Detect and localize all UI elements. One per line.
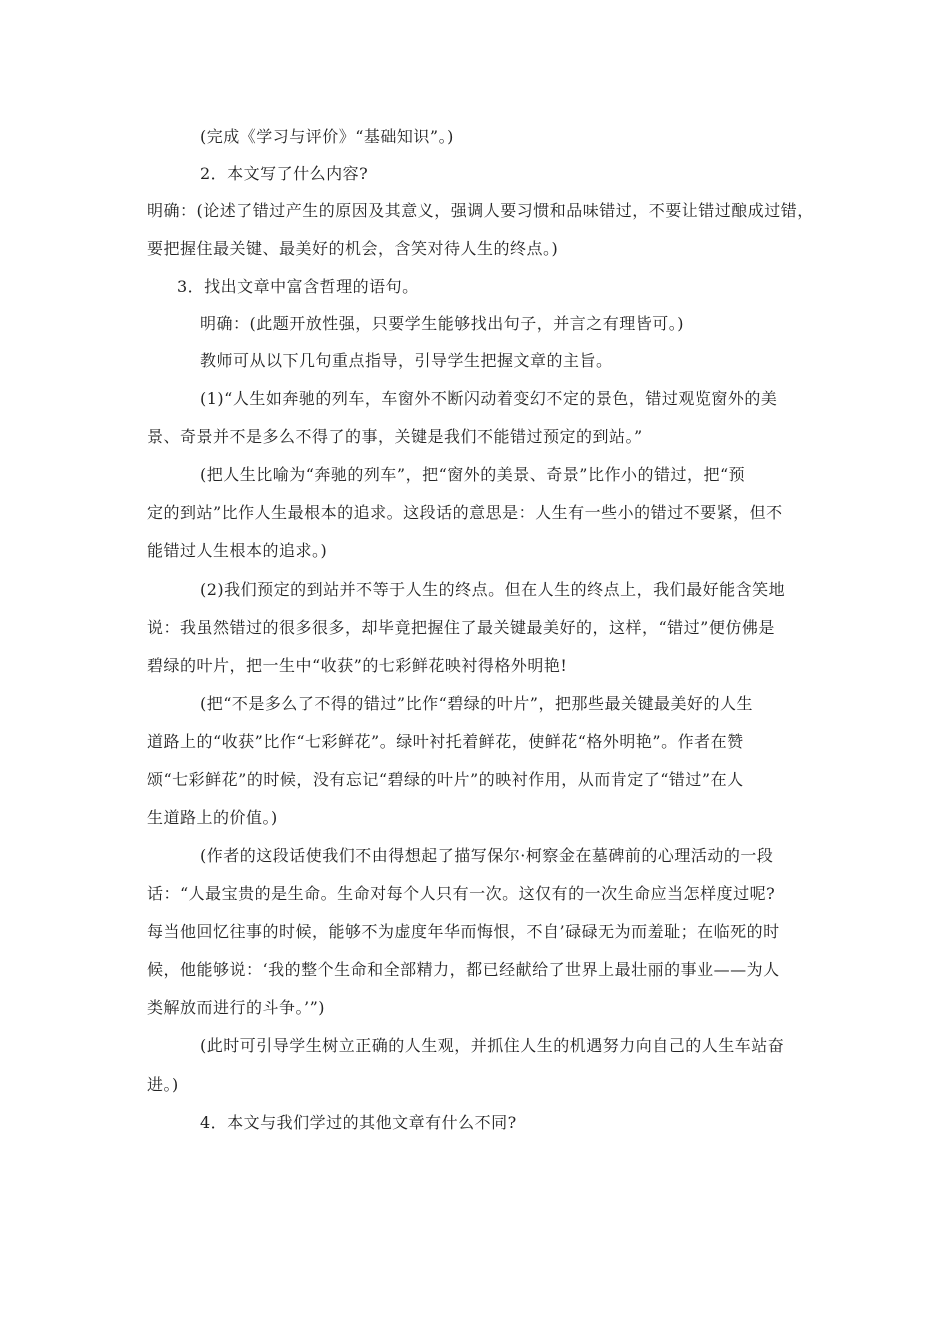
question-2: 2．本文写了什么内容? [200, 164, 369, 183]
paragraph-line: 明确：(此题开放性强，只要学生能够找出句子，并言之有理皆可。) [200, 314, 684, 333]
paragraph-line: 进。) [147, 1075, 179, 1094]
paragraph-line: (把“不是多么了不得的错过”比作“碧绿的叶片”，把那些最关键最美好的人生 [200, 694, 753, 713]
quote-line: 景、奇景并不是多么不得了的事，关键是我们不能错过预定的到站。” [147, 427, 643, 446]
paragraph-line: 话：“人最宝贵的是生命。生命对每个人只有一次。这仅有的一次生命应当怎样度过呢? [147, 884, 776, 903]
paragraph-line: 候，他能够说：‘我的整个生命和全部精力，都已经献给了世界上最壮丽的事业——为人 [147, 960, 780, 979]
paragraph-line: (把人生比喻为“奔驰的列车”，把“窗外的美景、奇景”比作小的错过，把“预 [200, 465, 746, 484]
quote-line: (1)“人生如奔驰的列车，车窗外不断闪动着变幻不定的景色，错过观览窗外的美 [200, 389, 778, 408]
paragraph-line: 颂“七彩鲜花”的时候，没有忘记“碧绿的叶片”的映衬作用，从而肯定了“错过”在人 [147, 770, 744, 789]
quote-line: 碧绿的叶片，把一生中“收获”的七彩鲜花映衬得格外明艳! [147, 656, 568, 675]
paragraph-line: 要把握住最关键、最美好的机会，含笑对待人生的终点。) [147, 239, 559, 258]
paragraph-line: 明确：(论述了错过产生的原因及其意义，强调人要习惯和品味错过，不要让错过酿成过错， [147, 201, 814, 220]
paragraph-line: 生道路上的价值。) [147, 808, 278, 827]
paragraph-line: (完成《学习与评价》“基础知识”。) [200, 127, 454, 146]
paragraph-line: (此时可引导学生树立正确的人生观，并抓住人生的机遇努力向自己的人生车站奋 [200, 1036, 785, 1055]
paragraph-line: 每当他回忆往事的时候，能够不为虚度年华而悔恨，不自’碌碌无为而羞耻；在临死的时 [147, 922, 780, 941]
paragraph-line: 道路上的“收获”比作“七彩鲜花”。绿叶衬托着鲜花，使鲜花“格外明艳”。作者在赞 [147, 732, 744, 751]
paragraph-line: 定的到站”比作人生最根本的追求。这段话的意思是：人生有一些小的错过不要紧，但不 [147, 503, 783, 522]
paragraph-line: 教师可从以下几句重点指导，引导学生把握文章的主旨。 [200, 351, 613, 370]
question-4: 4．本文与我们学过的其他文章有什么不同? [200, 1113, 517, 1132]
quote-line: 说：我虽然错过的很多很多，却毕竟把握住了最关键最美好的，这样，“错过”便仿佛是 [147, 618, 775, 637]
question-3: 3．找出文章中富含哲理的语句。 [177, 277, 419, 296]
paragraph-line: 类解放而进行的斗争。’”) [147, 998, 326, 1017]
paragraph-line: (作者的这段话使我们不由得想起了描写保尔·柯察金在墓碑前的心理活动的一段 [200, 846, 774, 865]
quote-line: (2)我们预定的到站并不等于人生的终点。但在人生的终点上，我们最好能含笑地 [200, 580, 786, 599]
paragraph-line: 能错过人生根本的追求。) [147, 541, 328, 560]
